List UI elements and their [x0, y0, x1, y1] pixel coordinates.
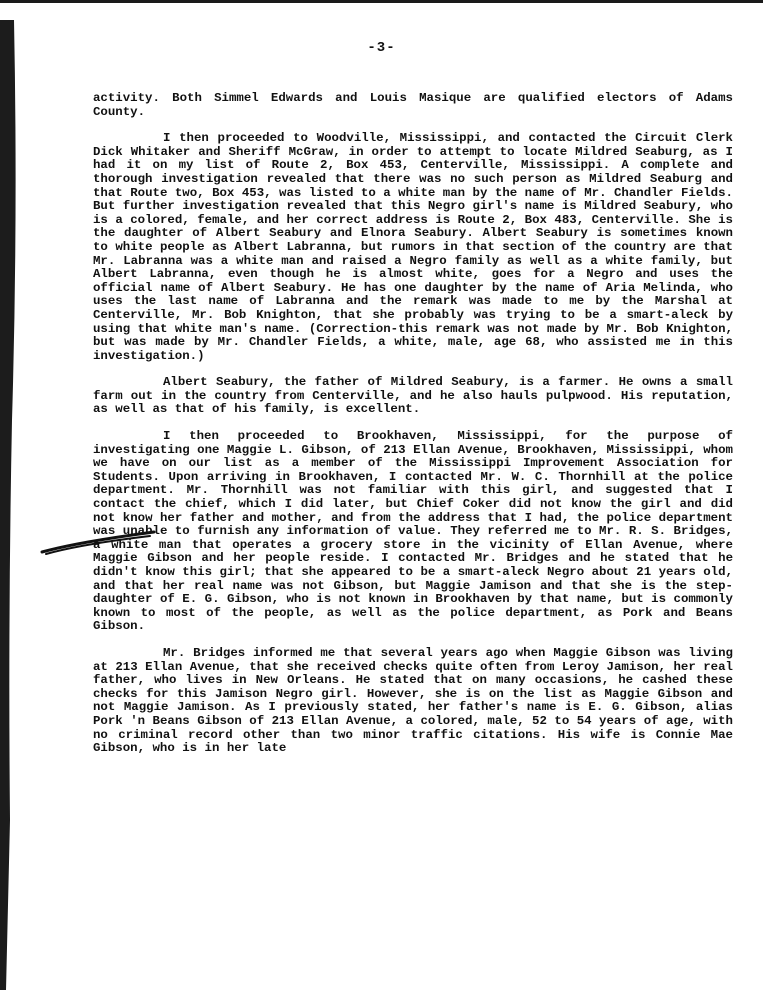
page-top-border: [0, 0, 763, 3]
paragraph-1: activity. Both Simmel Edwards and Louis Masique are qualified electors of Adams County.: [93, 91, 733, 119]
page-number: -3-: [367, 40, 396, 56]
paragraph-4: I then proceeded to Brookhaven, Mississippi, for the purpose of investigating one Maggie L. Gibson, of 213 Ellan Avenue, Brookhaven, Mississippi, whom we have on our list as a member of the Mississippi Improvement Association for Students. Upon arriving in Brookhaven, I contacted Mr. W. C. Thornhill at the police department. Mr. Thornhill was not familiar with this girl, and suggested that I contact the chief, which I did later, but Chief Coker did not know the girl and did not know her father and mother, and from the address that I had, the police department was unable to furnish any information of value. They referred me to Mr. R. S. Bridges, a white man that operates a grocery store in the vicinity of Ellan Avenue, where Maggie Gibson and her people reside. I contacted Mr. Bridges and he stated that he didn't know this girl; that she appeared to be a smart-aleck Negro about 21 years old, and that her real name was not Gibson, but Maggie Jamison and that she is the step-daughter of E. G. Gibson, who is not known in Brookhaven by that name, but is commonly known to most of the people, as well as the police department, as Pork and Beans Gibson.: [93, 429, 733, 634]
document-body: [93, 92, 733, 769]
paragraph-2: I then proceeded to Woodville, Mississippi, and contacted the Circuit Clerk Dick Whitaker and Sheriff McGraw, in order to attempt to locate Mildred Seaburg, as I had it on my list of Route 2, Box 453, Centerville, Mississippi. A complete and thorough investigation revealed that there was no such person as Mildred Seaburg and that Route two, Box 453, was listed to a white man by the name of Mr. Chandler Fields. But further investigation revealed that this Negro girl's name is Mildred Seabury, who is a colored, female, and her correct address is Route 2, Box 483, Centerville. She is the daughter of Albert Seabury and Elnora Seabury. Albert Seabury is sometimes known to white people as Albert Labranna, but rumors in that section of the country are that Mr. Labranna was a white man and raised a Negro family as well as a white family, but Albert Labranna, even though he is almost white, goes for a Negro and uses the official name of Albert Seabury. He has one daughter by the name of Aria Melinda, who uses the last name of Labranna and the remark was made to me by the Marshal at Centerville, Mr. Bob Knighton, that she probably was trying to be a smart-aleck by using that white man's name. (Correction-this remark was not made by Mr. Bob Knighton, but was made by Mr. Chandler Fields, a white, male, age 68, who assisted me in this investigation.): [93, 131, 733, 363]
pen-annotation-mark: [38, 528, 158, 558]
paragraph-3: Albert Seabury, the father of Mildred Seabury, is a farmer. He owns a small farm out in the country from Centerville, and he also hauls pulpwood. His reputation, as well as that of his family, is excellent.: [93, 375, 733, 417]
binding-shadow: [0, 20, 22, 990]
paragraph-5: Mr. Bridges informed me that several years ago when Maggie Gibson was living at 213 Ellan Avenue, that she received checks quite often from Leroy Jamison, her real father, who lives in New Orleans. He stated that on many occasions, he cashed these checks for this Jamison Negro girl. However, she is on the list as Maggie Gibson and not Maggie Jamison. As I previously stated, her father's name is E. G. Gibson, alias Pork 'n Beans Gibson of 213 Ellan Avenue, a colored, male, 52 to 54 years of age, with no criminal record other than two minor traffic citations. His wife is Connie Mae Gibson, who is in her late: [93, 645, 733, 756]
